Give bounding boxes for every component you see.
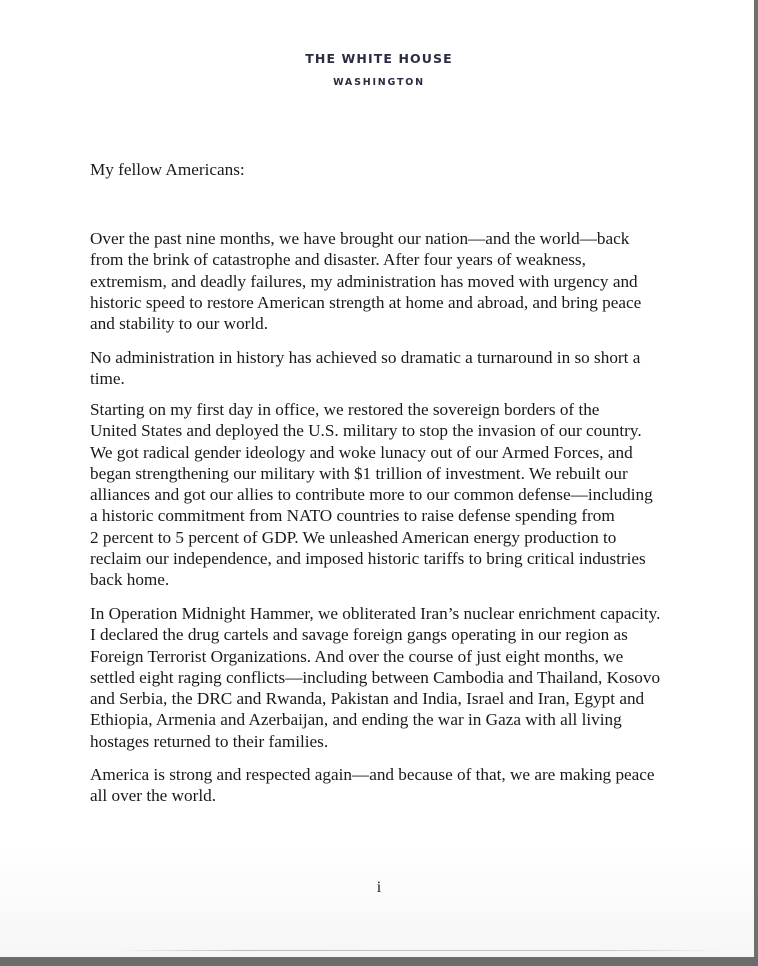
- paragraph-line: settled eight raging conflicts—including between Cambodia and Thailand, Kosovo: [90, 667, 661, 687]
- paragraph-line: reclaim our independence, and imposed historic tariffs to bring critical industries: [90, 549, 646, 569]
- letterhead-subtitle: WASHINGTON: [333, 77, 425, 88]
- paragraph-2: [90, 347, 680, 390]
- paragraph-line: from the brink of catastrophe and disaster. After four years of weakness,: [90, 250, 586, 270]
- salutation: My fellow Americans:: [90, 160, 245, 179]
- page-bottom-edge: [120, 950, 720, 951]
- paragraph-line: began strengthening our military with $1 trillion of investment. We rebuilt our: [90, 463, 628, 483]
- paragraph-line: extremism, and deadly failures, my administration has moved with urgency and: [90, 271, 638, 291]
- paragraph-line: time.: [90, 369, 125, 389]
- paragraph-line: hostages returned to their families.: [90, 731, 329, 751]
- letterhead-title: THE WHITE HOUSE: [305, 51, 453, 66]
- paragraph-line: In Operation Midnight Hammer, we obliterated Iran’s nuclear enrichment capacity.: [90, 604, 661, 623]
- paragraph-line: alliances and got our allies to contribute more to our common defense—including: [90, 485, 653, 505]
- paragraph-line: America is strong and respected again—and because of that, we are making peace: [90, 765, 655, 784]
- paragraph-1: [90, 228, 680, 334]
- paragraph-4: [90, 603, 680, 752]
- paragraph-line: We got radical gender ideology and woke lunacy out of our Armed Forces, and: [90, 442, 633, 462]
- paragraph-line: back home.: [90, 570, 170, 590]
- viewer-bottom-border: [0, 957, 758, 966]
- paragraph-line: and stability to our world.: [90, 314, 269, 334]
- viewer-right-border: [754, 0, 758, 966]
- paragraph-line: a historic commitment from NATO countries to raise defense spending from: [90, 506, 615, 526]
- paragraph-line: Starting on my first day in office, we restored the sovereign borders of the: [90, 400, 600, 419]
- paragraph-line: Foreign Terrorist Organizations. And over the course of just eight months, we: [90, 646, 624, 666]
- paragraph-line: 2 percent to 5 percent of GDP. We unleashed American energy production to: [90, 527, 617, 547]
- paragraph-line: historic speed to restore American strength at home and abroad, and bring peace: [90, 292, 642, 312]
- paragraph-line: Ethiopia, Armenia and Azerbaijan, and ending the war in Gaza with all living: [90, 710, 622, 730]
- paragraph-line: I declared the drug cartels and savage foreign gangs operating in our region as: [90, 625, 628, 645]
- paragraph-line: United States and deployed the U.S. military to stop the invasion of our country.: [90, 421, 642, 441]
- paragraph-line: all over the world.: [90, 786, 217, 806]
- paragraph-5: [90, 764, 680, 807]
- page-number: i: [376, 879, 382, 896]
- paragraph-3: [90, 399, 680, 591]
- paragraph-line: and Serbia, the DRC and Rwanda, Pakistan and India, Israel and Iran, Egypt and: [90, 689, 645, 709]
- paragraph-line: Over the past nine months, we have brought our nation—and the world—back: [90, 229, 630, 248]
- paragraph-line: No administration in history has achieved so dramatic a turnaround in so short a: [90, 348, 641, 367]
